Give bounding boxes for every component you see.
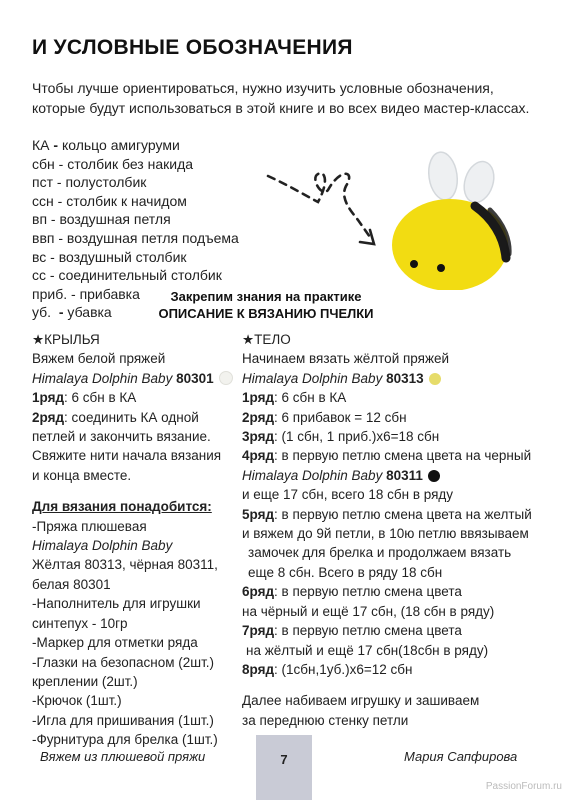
material-item: креплении (2шт.): [32, 673, 138, 689]
wings-row: 2ряд: соединить КА одной: [32, 409, 199, 425]
body-row-cont: и еще 17 сбн, всего 18 сбн в ряду: [242, 487, 454, 503]
right-column: [242, 330, 542, 730]
material-item: -Наполнитель для игрушки: [32, 596, 201, 612]
page-number-tab: [256, 735, 312, 800]
dashed-heart-path: [268, 173, 372, 240]
wings-row: 1ряд: 6 сбн в КА: [32, 390, 137, 406]
body-row: 7ряд: в первую петлю смена цвета: [242, 623, 462, 639]
abbreviation-row: ввп - воздушная петля подъема: [32, 229, 239, 246]
material-item: Himalaya Dolphin Baby: [32, 538, 173, 554]
left-column: [32, 330, 232, 750]
abbreviation-row: КА - кольцо амигуруми: [32, 137, 180, 153]
material-item: Жёлтая 80313, чёрная 80311,: [32, 557, 218, 573]
wings-row-cont: и конца вместе.: [32, 467, 132, 483]
body-row-cont: на жёлтый и ещё 17 сбн(18сбн в ряду): [246, 642, 489, 658]
black-yarn-swatch: [428, 470, 440, 482]
bee-toy: [392, 150, 509, 290]
body-row: 4ряд: в первую петлю смена цвета на черный: [242, 448, 532, 464]
material-item: -Крючок (1шт.): [32, 693, 122, 709]
wings-yarn: Himalaya Dolphin Baby 80301: [32, 369, 232, 388]
watermark: PassionForum.ru: [485, 781, 562, 792]
intro-line: которые будут использоваться в этой книге и во всех видео мастер-классах.: [32, 100, 530, 116]
abbreviation-row: уб. - убавка: [32, 304, 112, 321]
page-number: 7: [280, 752, 288, 767]
abbreviation-row: сбн - столбик без накида: [32, 155, 194, 172]
bee-illustration: [260, 140, 530, 290]
materials-heading: Для вязания понадобится:: [32, 499, 212, 515]
practice-heading: [150, 288, 382, 322]
abbreviation-row: пст - полустолбик: [32, 174, 147, 191]
footer-author: Мария Сапфирова: [404, 749, 518, 764]
abbreviation-row: сс - соединительный столбик: [32, 267, 222, 284]
practice-subtitle: Закрепим знания на практике: [170, 289, 362, 304]
material-item: -Игла для пришивания (1шт.): [32, 712, 214, 728]
pattern-title: ОПИСАНИЕ К ВЯЗАНИЮ ПЧЕЛКИ: [158, 306, 374, 321]
white-yarn-swatch: [219, 371, 233, 385]
wings-intro: Вяжем белой пряжей: [32, 351, 166, 367]
body-heading: ★ТЕЛО: [242, 332, 291, 347]
body-row-cont: и вяжем до 9й петли, в 10ю петлю ввязываем: [242, 526, 529, 542]
body-row: 5ряд: в первую петлю смена цвета на желтый: [242, 506, 532, 522]
wings-row-cont: Свяжите нити начала вязания: [32, 448, 222, 464]
material-item: -Глазки на безопасном (2шт.): [32, 654, 215, 670]
body-row: 6ряд: в первую петлю смена цвета: [242, 584, 462, 600]
body-row: 2ряд: 6 прибавок = 12 сбн: [242, 409, 407, 425]
bee-eye-right: [437, 264, 445, 272]
body-row-cont: на чёрный и ещё 17 сбн, (18 сбн в ряду): [242, 603, 495, 619]
bee-wing-left: [426, 150, 460, 201]
intro-text: [32, 78, 552, 118]
material-item: -Маркер для отметки ряда: [32, 635, 198, 651]
intro-line: Чтобы лучше ориентироваться, нужно изучить условные обозначения,: [32, 80, 494, 96]
finish-text: Далее набиваем игрушку и зашиваем: [242, 693, 480, 709]
wings-heading: ★КРЫЛЬЯ: [32, 332, 100, 347]
footer-book-title: Вяжем из плюшевой пряжи: [40, 749, 206, 764]
body-row: 1ряд: 6 сбн в КА: [242, 390, 347, 406]
bee-eye-left: [410, 260, 418, 268]
material-item: белая 80301: [32, 576, 111, 592]
body-yarn: Himalaya Dolphin Baby 80313: [242, 369, 542, 388]
bee-wing-right: [459, 158, 499, 207]
abbreviation-row: вп - воздушная петля: [32, 211, 171, 228]
abbreviation-row: вс - воздушный столбик: [32, 248, 187, 265]
abbreviation-row: приб. - прибавка: [32, 285, 140, 302]
page-title: И УСЛОВНЫЕ ОБОЗНАЧЕНИЯ: [32, 36, 353, 59]
body-row-cont: Himalaya Dolphin Baby 80311: [242, 466, 542, 485]
yellow-yarn-swatch: [429, 373, 441, 385]
body-row: 3ряд: (1 сбн, 1 приб.)х6=18 сбн: [242, 429, 440, 445]
material-item: -Фурнитура для брелка (1шт.): [32, 732, 218, 748]
material-item: синтепух - 10гр: [32, 615, 128, 631]
wings-row-cont: петлей и закончить вязание.: [32, 429, 211, 445]
finish-text: за переднюю стенку петли: [242, 712, 409, 728]
material-item: -Пряжа плюшевая: [32, 518, 147, 534]
body-intro: Начинаем вязать жёлтой пряжей: [242, 351, 450, 367]
body-row: 8ряд: (1сбн,1уб.)х6=12 сбн: [242, 661, 413, 677]
abbreviation-row: ссн - столбик к начидом: [32, 192, 187, 209]
body-row-cont: замочек для брелка и продолжаем вязать: [248, 545, 512, 561]
body-row-cont: еще 8 сбн. Всего в ряду 18 сбн: [248, 564, 443, 580]
